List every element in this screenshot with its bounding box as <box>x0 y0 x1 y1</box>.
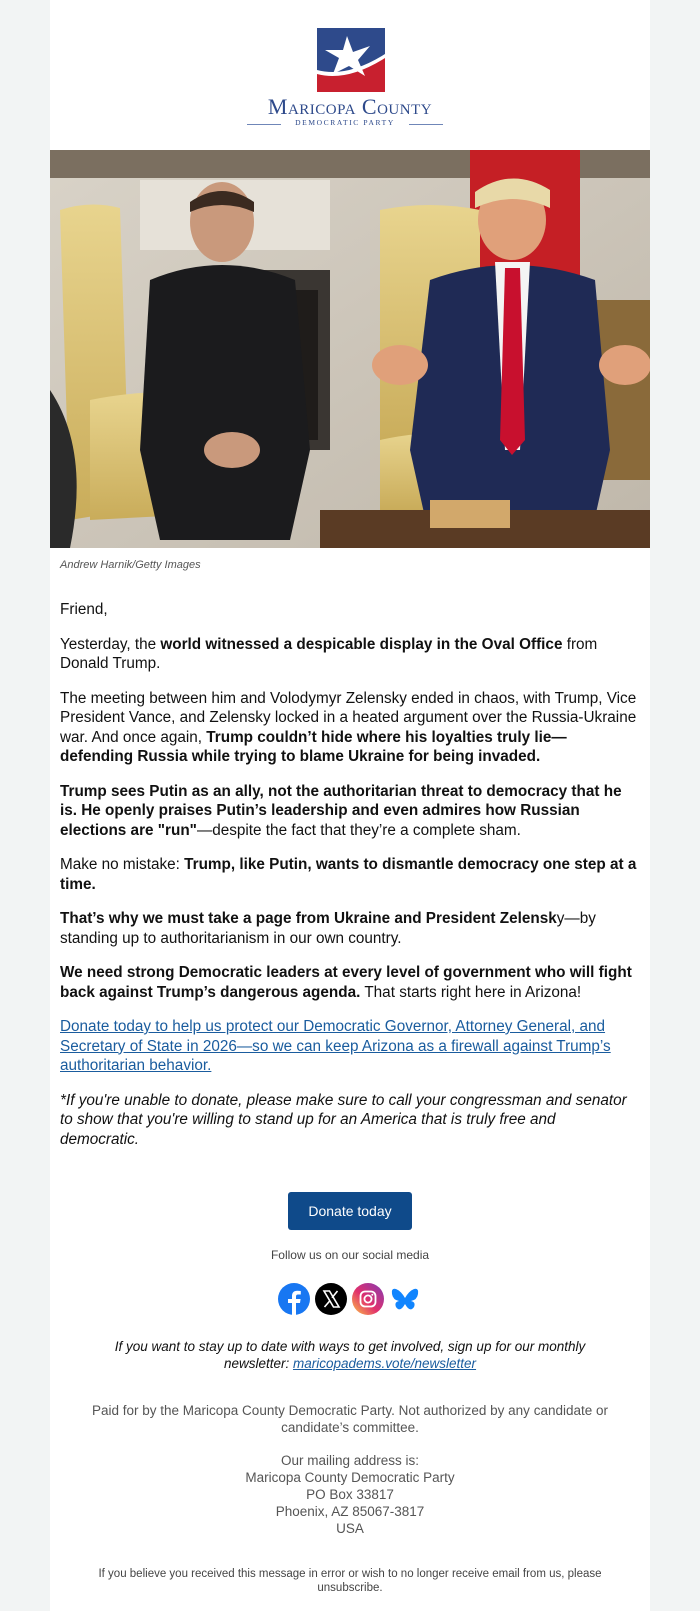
p5-text: y—by standing up to authoritarianism in our own country. <box>60 910 596 947</box>
mailing-country: USA <box>336 1521 364 1536</box>
mailing-box: PO Box 33817 <box>306 1487 394 1502</box>
mailing-city: Phoenix, AZ 85067-3817 <box>275 1504 425 1519</box>
x-icon[interactable] <box>315 1283 347 1315</box>
call-note: *If you're unable to donate, please make sure to call your congressman and senator to show that you're willing to stand up for an America that is truly free and democratic. <box>60 1091 627 1148</box>
donate-paragraph <box>60 1017 638 1076</box>
mailing-heading: Our mailing address is: <box>280 1453 420 1468</box>
donate-link[interactable]: Donate today to help us protect our Democratic Governor, Attorney General, and Secretary of State in 2026—so we can keep Arizona as a firewall against Trump’s authoritarian behavior. <box>60 1018 611 1074</box>
email-body <box>50 0 650 1611</box>
social-links <box>278 1283 422 1317</box>
paid-for-disclaimer: Paid for by the Maricopa County Democratic Party. Not authorized by any candidate or candidate’s committee. <box>91 1403 608 1435</box>
logo-subtitle: DEMOCRATIC PARTY <box>295 118 395 127</box>
party-logo[interactable] <box>50 28 650 128</box>
follow-label: Follow us on our social media <box>270 1248 430 1262</box>
mailing-address <box>50 1452 650 1537</box>
paragraph-6 <box>60 963 638 1002</box>
donate-button[interactable]: Donate today <box>288 1192 412 1230</box>
p4-text: Make no mistake: <box>60 856 185 873</box>
oval-office-photo-icon <box>50 150 650 548</box>
logo-rule-right <box>409 124 443 125</box>
mailing-org: Maricopa County Democratic Party <box>245 1470 455 1485</box>
p1-text: Yesterday, the <box>60 635 161 653</box>
p3-bold: Trump sees Putin as an ally, not the authoritarian threat to democracy that he is. He openly praises Putin’s leadership and even admires how Russian elections are "run" <box>60 782 622 839</box>
p3-text: —despite the fact that they’re a complete sham. <box>196 821 521 839</box>
email-content <box>60 600 638 1164</box>
p2-text: The meeting between him and Volodymyr Zelensky ended in chaos, with Trump, Vice President Vance, and Zelensky locked in a heated argument over the Russia-Ukraine war. And once again, <box>60 689 637 746</box>
p6-text: That starts right here in Arizona! <box>360 983 582 1001</box>
instagram-icon[interactable] <box>352 1283 384 1315</box>
paragraph-5 <box>60 909 638 948</box>
photo-caption: Andrew Harnik/Getty Images <box>60 559 201 571</box>
logo-title: Maricopa County <box>267 94 433 119</box>
p1-bold: world witnessed a despicable display in the Oval Office <box>160 635 563 653</box>
facebook-icon[interactable] <box>278 1283 310 1315</box>
p1-text-end: from Donald Trump. <box>60 635 598 672</box>
p2-bold: Trump couldn’t hide where his loyalties truly lie—defending Russia while trying to blame Ukraine for being invaded. <box>60 728 567 765</box>
paragraph-4 <box>60 855 638 894</box>
newsletter-text: If you want to stay up to date with ways to get involved, sign up for our monthly newsletter: <box>114 1339 586 1371</box>
logo-subtitle-row <box>247 118 443 132</box>
greeting: Friend, <box>60 601 108 618</box>
star-flag-logo-icon <box>317 28 385 92</box>
p5-bold: That’s why we must take a page from Ukraine and President Zelensk <box>60 910 557 927</box>
unsubscribe-notice[interactable]: If you believe you received this message in error or wish to no longer receive email from us, please unsubscribe. <box>98 1568 602 1594</box>
newsletter-link[interactable]: maricopadems.vote/newsletter <box>292 1356 477 1371</box>
p6-bold: We need strong Democratic leaders at every level of government who will fight back against Trump’s dangerous agenda. <box>60 964 632 1001</box>
paragraph-1 <box>60 635 638 674</box>
paragraph-2 <box>60 689 638 767</box>
p4-bold: Trump, like Putin, wants to dismantle democracy one step at a time. <box>60 856 637 893</box>
paragraph-3 <box>60 782 638 841</box>
bluesky-icon[interactable] <box>389 1283 421 1315</box>
newsletter-signup <box>90 1338 610 1372</box>
hero-photo[interactable] <box>50 150 650 548</box>
